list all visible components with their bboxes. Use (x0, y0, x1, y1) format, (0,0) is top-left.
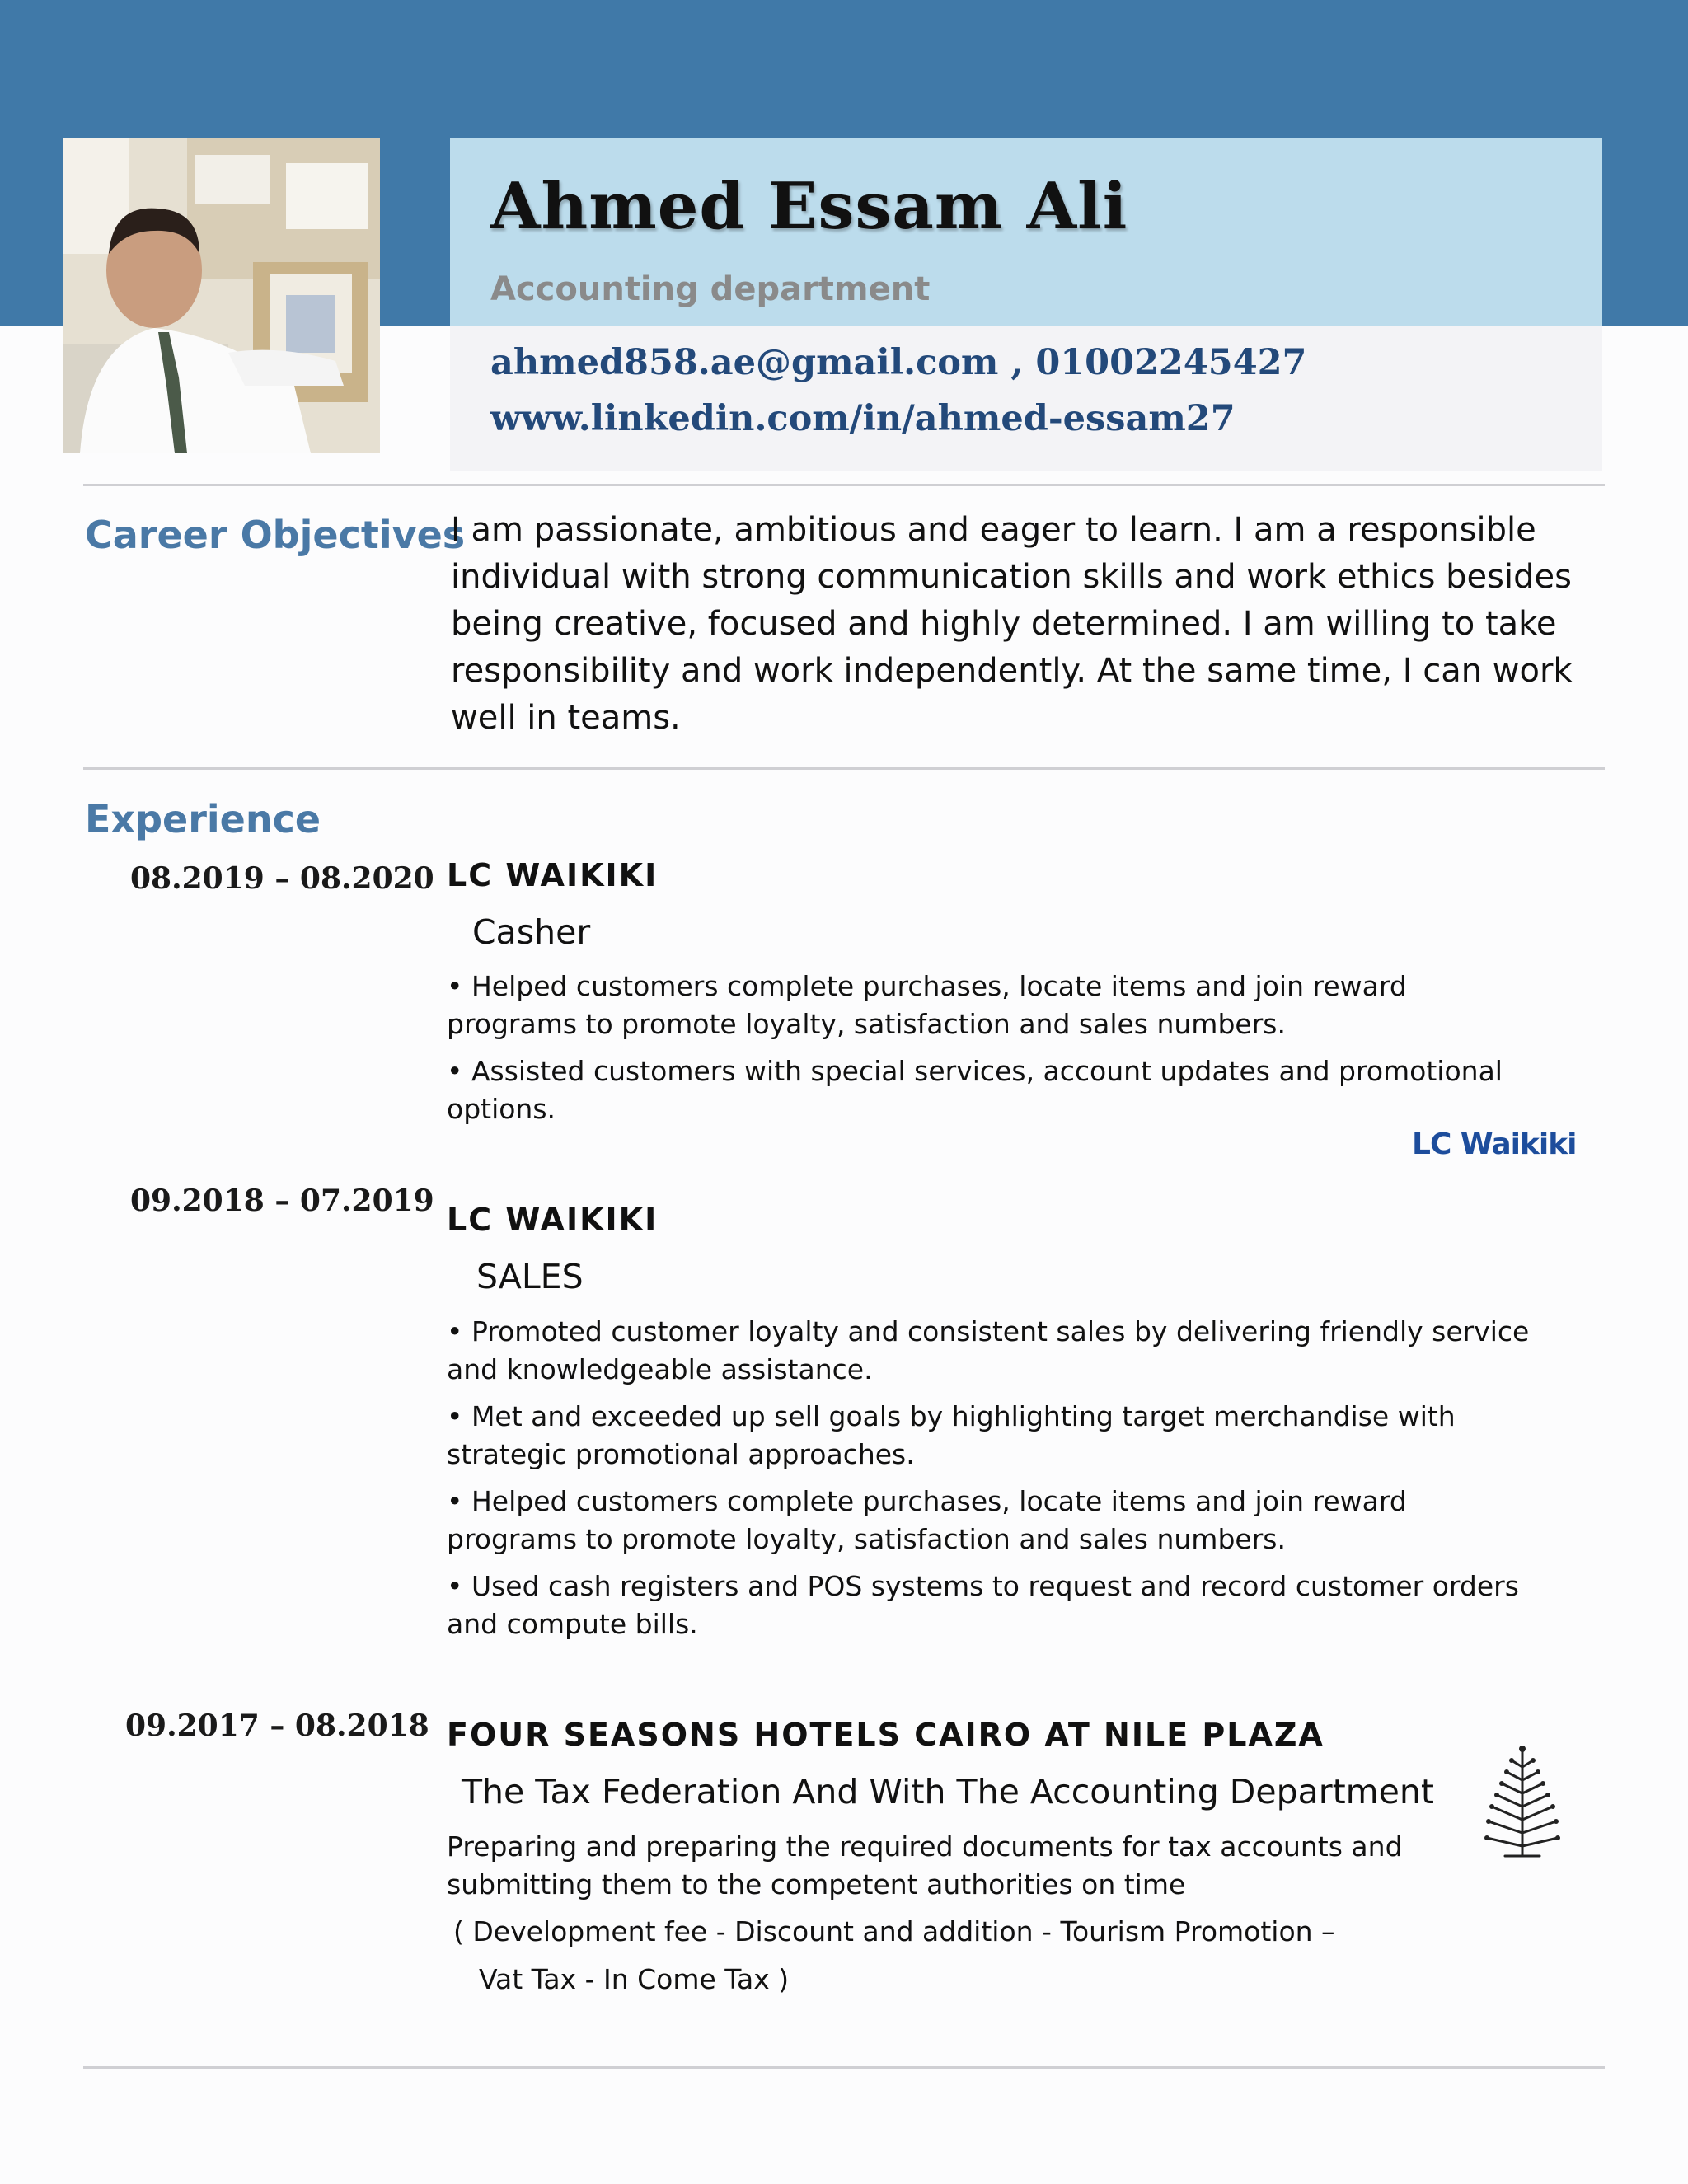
job-company: LC WAIKIKI (447, 1202, 659, 1238)
job-bullet: • Helped customers complete purchases, locate items and join reward programs to promote loyalty, satisfaction and sales numbers. (447, 970, 1407, 1040)
divider (83, 767, 1605, 770)
job-detail-line: submitting them to the competent authorities on time (447, 1868, 1186, 1900)
job-bullet: • Met and exceeded up sell goals by highlighting target merchandise with strategic promotional approaches. (447, 1400, 1456, 1470)
job-role: Accounting department (490, 270, 931, 308)
linkedin-link[interactable]: www.linkedin.com/in/ahmed-essam27 (490, 398, 1236, 439)
job-detail-line: Vat Tax - In Come Tax ) (479, 1963, 790, 1995)
job-company: FOUR SEASONS HOTELS CAIRO AT NILE PLAZA (447, 1717, 1325, 1753)
job-bullet: • Promoted customer loyalty and consistent sales by delivering friendly service and knowledgeable assistance. (447, 1315, 1530, 1385)
experience-title: Experience (85, 797, 321, 841)
career-objectives-text: I am passionate, ambitious and eager to learn. I am a responsible individual with strong communication skills and work ethics besides being creative, focused and highly determined. I am willing to take responsibility and work independently. At the same time, I can work well in teams. (451, 511, 1573, 737)
job-position: SALES (476, 1257, 584, 1296)
four-seasons-tree-icon (1482, 1741, 1563, 1863)
person-name: Ahmed Essam Ali (490, 169, 1128, 244)
career-objectives-title: Career Objectives (85, 513, 466, 557)
job-position: Casher (472, 912, 591, 952)
job-dates: 09.2018 – 07.2019 (130, 1183, 434, 1218)
job-dates: 08.2019 – 08.2020 (130, 861, 434, 896)
job-company: LC WAIKIKI (447, 857, 659, 893)
profile-photo (63, 138, 380, 453)
email-phone[interactable]: ahmed858.ae@gmail.com , 01002245427 (490, 342, 1307, 383)
job-position: The Tax Federation And With The Accounting Department (462, 1772, 1434, 1811)
job-dates: 09.2017 – 08.2018 (125, 1708, 429, 1743)
divider (83, 484, 1605, 486)
lc-waikiki-logo: LC Waikiki (1412, 1127, 1577, 1161)
divider (83, 2066, 1605, 2069)
job-detail-line: Preparing and preparing the required documents for tax accounts and (447, 1830, 1403, 1863)
job-bullet: • Helped customers complete purchases, locate items and join reward programs to promote loyalty, satisfaction and sales numbers. (447, 1485, 1407, 1555)
job-detail-line: ( Development fee - Discount and addition - Tourism Promotion – (453, 1915, 1335, 1947)
job-bullet: • Assisted customers with special services, account updates and promotional options. (447, 1055, 1503, 1125)
job-bullet: • Used cash registers and POS systems to request and record customer orders and compute bills. (447, 1570, 1519, 1640)
